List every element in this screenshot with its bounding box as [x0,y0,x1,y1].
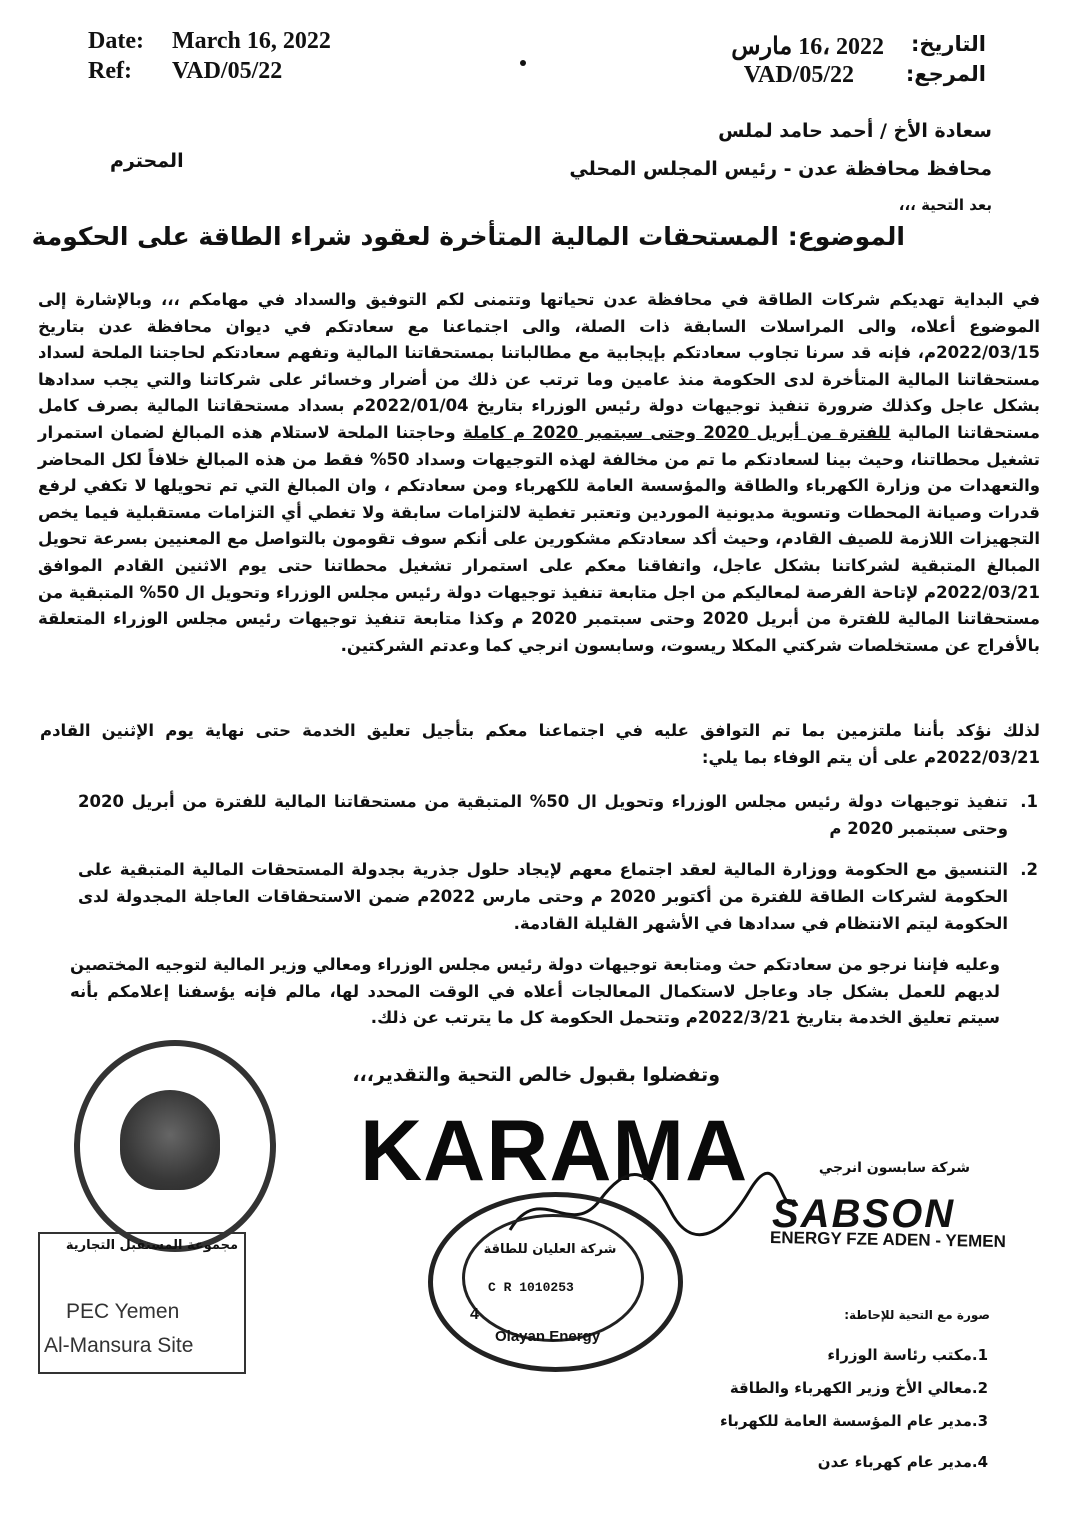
ref-value-en: VAD/05/22 [172,58,283,84]
para2-text: لذلك نؤكد بأننا ملتزمين بما تم التوافق عليه في اجتماعنا معكم بتأجيل تعليق الخدمة حتى نهاية يوم الإثنين القادم 2022/03/21م على أن يتم الوفاء بما يلي: [40,721,1040,767]
body-paragraph-3 [70,952,1000,1032]
ref-label-en: Ref: [88,58,132,84]
greeting: بعد التحية ،،، [898,196,992,214]
date-value-ar: 2022 ،16 مارس [731,34,884,60]
date-label-ar: التاريخ: [910,32,986,56]
addressee-line1: سعادة الأخ / أحمد حامد لملس [718,120,992,142]
olayan-stamp-inner [462,1214,644,1342]
body-paragraph-2 [40,718,1040,771]
sabson-name-ar: شركة سابسون انرجي [818,1160,970,1176]
ref-value-ar: VAD/05/22 [743,62,854,88]
list-item [78,788,1038,842]
subject-line: الموضوع: المستحقات المالية المتأخرة لعقود شراء الطاقة على الحكومة [31,222,905,251]
pec-site-text: Al-Mansura Site [44,1334,194,1357]
closing-line: وتفضلوا بقبول خالص التحية والتقدير،،، [352,1064,720,1086]
para1-underlined: للفترة من أبريل 2020 وحتى سبتمبر 2020 م كاملة [462,422,891,442]
seal-emblem [120,1090,220,1190]
body-paragraph-1 [38,287,1040,659]
addressee-line2: محافظ محافظة عدن - رئيس المجلس المحلي [569,158,992,180]
olayan-name-ar: شركة العليان للطاقة [483,1242,617,1257]
ref-label-ar: المرجع: [905,62,986,86]
stamp-digit: 4 [470,1306,479,1323]
para1-text: في البداية تهديكم شركات الطاقة في محافظة عدن تحياتها وتتمنى لكم التوفيق والسداد في مهامكم ،،، وبالإشارة إلى الموضوع أعلاه، والى المراسلات السابقة ذات الصلة، والى اجتماعنا مع سعادتكم في ديوان محافظة عدن بتاريخ 2022/03/15م، فإنه قد سرنا تجاوب سعادتكم بإيجابية مع مطالباتنا بمستحقاتنا المالية وتفهم سعادتكم لحاجتنا الملحة لسداد مستحقاتنا المالية المتأخرة لدى الحكومة منذ عامين وما ترتب عن ذلك من أضرار وخسائر على شركاتنا والتي يجب سدادها بشكل عاجل وكذلك ضرورة تنفيذ توجيهات دولة رئيس الوزراء بتاريخ 2022/01/04م بسداد مستحقاتنا المالية بصرف كامل مستحقاتنا المالية [38,290,1041,442]
sabson-energy-text: ENERGY FZE ADEN - YEMEN [769,1227,1007,1252]
cc-item: 3.مدير عام المؤسسة العامة للكهرباء [719,1412,988,1430]
item-number: 1. [1020,792,1038,811]
cc-item: 1.مكتب رئاسة الوزراء [827,1346,988,1364]
para1-continued: وحاجتنا الملحة لاستلام هذه المبالغ لضمان استمرار تشغيل محطاتنا، وحيث بينا لسعادتكم ما تم من مخالفة لهذه التوجيهات وسداد 50% فقط من هذه المبالغ خلافاً لكل المحاضر والتعهدات من وزارة الكهرباء والطاقة والمؤسسة العامة للكهرباء ومن سعادتكم ، وان المبالغ التي تم تحويلها لا تكفي لرفع قدرات وصيانة المحطات وتسوية مديونية الموردين وتعتبر تغطية لالتزامات سابقة ولا تغطي أي التزامات مستقبلية فيما يخص التجهيزات اللازمة للصيف القادم، وحيث أكد سعادتكم مشكورين على أنكم سوف تقومون بالتواصل مع المعنيين بسرعة تحويل المبالغ المتبقية لشركاتنا بشكل عاجل، واتفاقنا معكم على استمرار تشغيل محطاتنا حتى يوم الاثنين القادم الموافق 2022/03/21م لإتاحة الفرصة لمعاليكم من اجل متابعة تنفيذ توجيهات دولة رئيس مجلس الوزراء وتحويل ال 50% المتبقية من مستحقاتنا المالية للفترة من أبريل 2020 وحتى سبتمبر 2020 م وكذا متابعة تنفيذ توجيهات رئيس مجلس الوزراء المتعلقة بالأفراج عن مستخلصات شركتي المكلا ريسوت، وسابسون انرجي كما وعدتم الشركتين. [38,422,1040,655]
karama-signature: KARAMA [360,1103,749,1199]
cc-title: صورة مع التحية للإحاطة: [844,1308,990,1322]
item-text: تنفيذ توجيهات دولة رئيس مجلس الوزراء وتحويل ال 50% المتبقية من مستحقاتنا المالية للفترة من أبريل 2020 وحتى سبتمبر 2020 م [78,792,1008,838]
olayan-cr: C R 1010253 [488,1280,574,1295]
pec-yemen-text: PEC Yemen [66,1300,180,1323]
para3-text: وعليه فإننا نرجو من سعادتكم حث ومتابعة توجيهات دولة رئيس مجلس الوزراء ومعالي وزير المالية لتوجيه المختصين لديهم للعمل بشكل جاد وعاجل لاستكمال المعالجات أعلاه في الوقت المحدد لها، مالم فإنه يؤسفنا إعلامكم بأنه سيتم تعليق الخدمة بتاريخ 2022/3/21م وتتحمل الحكومة كل ما يترتب عن ذلك. [70,955,1000,1028]
dot-mark [520,60,526,66]
item-text: التنسيق مع الحكومة ووزارة المالية لعقد اجتماع معهم لإيجاد حلول جذرية بجدولة المستحقات المالية المتبقية على الحكومة لشركات الطاقة للفترة من أكتوبر 2020 م وحتى مارس 2022م ضمن الاستحقاقات العاجلة المجدولة لدى الحكومة ليتم الانتظام في سدادها في الأشهر القليلة القادمة. [78,860,1009,933]
item-number: 2. [1020,860,1038,879]
olayan-en: Olayan Energy [495,1328,601,1345]
pec-name-ar: مجموعة المستقبل التجارية [65,1238,238,1253]
date-value-en: March 16, 2022 [172,28,331,54]
list-item [78,856,1038,937]
date-label-en: Date: [88,28,144,54]
cc-item: 2.معالي الأخ وزير الكهرباء والطاقة [729,1379,988,1397]
sabson-logo: SABSON [772,1192,956,1236]
cc-item: 4.مدير عام كهرباء عدن [817,1453,988,1471]
addressee-honorific: المحترم [110,150,184,172]
